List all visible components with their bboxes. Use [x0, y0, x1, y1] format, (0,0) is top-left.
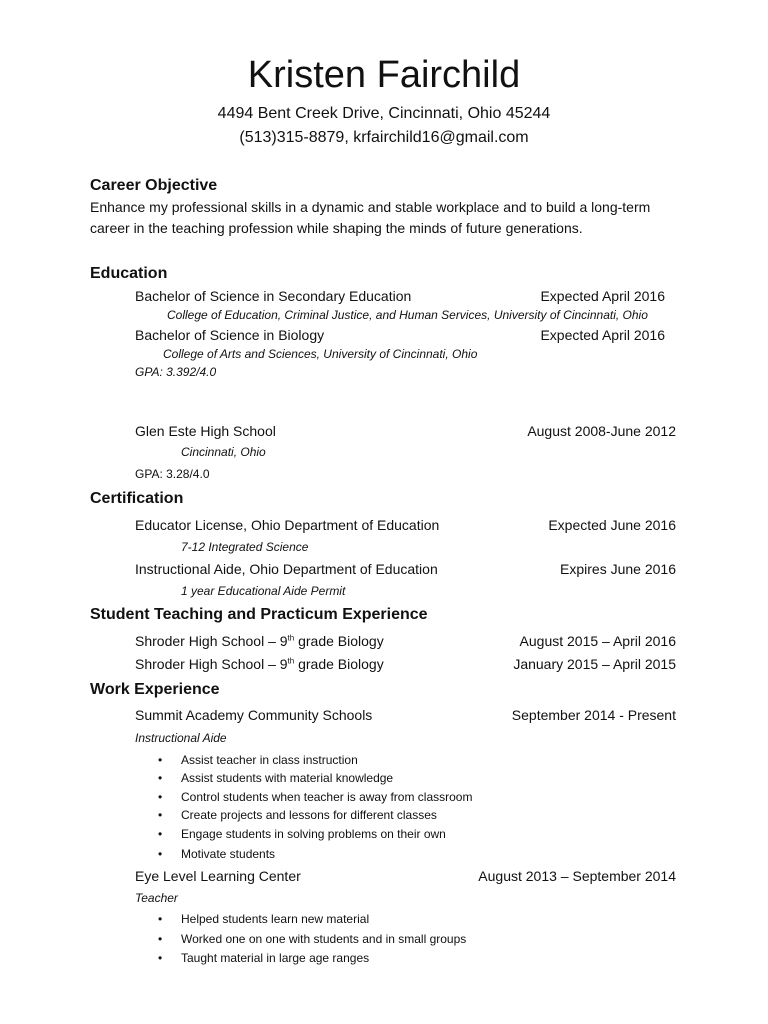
certification-instructional-aide-detail: 1 year Educational Aide Permit — [181, 584, 346, 598]
bullet-icon: • — [158, 771, 163, 785]
section-heading-student-teaching: Student Teaching and Practicum Experience — [90, 606, 428, 623]
high-school-date: August 2008-June 2012 — [527, 423, 676, 439]
certification-instructional-aide-date: Expires June 2016 — [560, 561, 676, 577]
bullet-icon: • — [158, 790, 163, 804]
student-teaching-row-1-ordinal: th — [287, 633, 295, 643]
student-teaching-row-1-school: Shroder High School – 9 — [135, 633, 288, 649]
job-1-duty: Assist teacher in class instruction — [181, 753, 358, 767]
resume-name: Kristen Fairchild — [247, 54, 521, 96]
address-line: 4494 Bent Creek Drive, Cincinnati, Ohio 45244 — [217, 105, 551, 122]
student-teaching-row-2-ordinal: th — [287, 656, 295, 666]
degree-biology: Bachelor of Science in Biology — [135, 327, 325, 343]
student-teaching-row-2-school: Shroder High School – 9 — [135, 656, 288, 672]
job-1-employer: Summit Academy Community Schools — [135, 707, 373, 723]
degree-biology-college: College of Arts and Sciences, University of Cincinnati, Ohio — [163, 347, 478, 361]
degree-biology-date: Expected April 2016 — [540, 327, 665, 343]
bullet-icon: • — [158, 827, 163, 841]
job-1-duty: Engage students in solving problems on their own — [181, 827, 446, 841]
job-1-duty: Motivate students — [181, 847, 276, 861]
certification-educator-license-detail: 7-12 Integrated Science — [181, 540, 309, 554]
bullet-icon: • — [158, 753, 163, 767]
degree-secondary-education-college: College of Education, Criminal Justice, and Human Services, University of Cincinnati, Ohio — [167, 308, 648, 322]
bullet-icon: • — [158, 951, 163, 965]
job-1-duty: Create projects and lessons for different classes — [181, 808, 437, 822]
section-heading-work: Work Experience — [90, 681, 220, 698]
section-heading-education: Education — [90, 265, 168, 282]
high-school: Glen Este High School — [135, 423, 276, 439]
job-2-duty: Helped students learn new material — [181, 912, 370, 926]
certification-instructional-aide: Instructional Aide, Ohio Department of Education — [135, 561, 438, 577]
student-teaching-row-1-subject: grade Biology — [294, 633, 384, 649]
contact-line: (513)315-8879, krfairchild16@gmail.com — [239, 129, 529, 146]
student-teaching-row-2-subject: grade Biology — [294, 656, 384, 672]
high-school-location: Cincinnati, Ohio — [181, 445, 266, 459]
objective-line-2: career in the teaching profession while shaping the minds of future generations. — [90, 220, 583, 236]
student-teaching-row-1 — [135, 632, 384, 650]
gpa-high-school: GPA: 3.28/4.0 — [135, 467, 210, 481]
job-2-duty: Worked one on one with students and in small groups — [181, 932, 467, 946]
student-teaching-row-2-date: January 2015 – April 2015 — [513, 656, 676, 672]
degree-secondary-education: Bachelor of Science in Secondary Education — [135, 288, 412, 304]
job-1-duty: Control students when teacher is away from classroom — [181, 790, 473, 804]
gpa-university: GPA: 3.392/4.0 — [135, 365, 217, 379]
job-2-date: August 2013 – September 2014 — [478, 868, 676, 884]
certification-educator-license: Educator License, Ohio Department of Education — [135, 517, 440, 533]
section-heading-certification: Certification — [90, 490, 184, 507]
job-2-duty: Taught material in large age ranges — [181, 951, 370, 965]
bullet-icon: • — [158, 912, 163, 926]
job-2-employer: Eye Level Learning Center — [135, 868, 301, 884]
bullet-icon: • — [158, 847, 163, 861]
certification-educator-license-date: Expected June 2016 — [548, 517, 676, 533]
student-teaching-row-2 — [135, 655, 384, 673]
bullet-icon: • — [158, 932, 163, 946]
degree-secondary-education-date: Expected April 2016 — [540, 288, 665, 304]
student-teaching-row-1-date: August 2015 – April 2016 — [519, 633, 676, 649]
bullet-icon: • — [158, 808, 163, 822]
section-heading-objective: Career Objective — [90, 177, 218, 194]
job-1-date: September 2014 - Present — [511, 707, 676, 723]
job-1-title: Instructional Aide — [135, 731, 227, 745]
objective-line-1: Enhance my professional skills in a dynamic and stable workplace and to build a long-term — [90, 199, 651, 215]
job-2-title: Teacher — [135, 891, 178, 905]
job-1-duty: Assist students with material knowledge — [181, 771, 394, 785]
